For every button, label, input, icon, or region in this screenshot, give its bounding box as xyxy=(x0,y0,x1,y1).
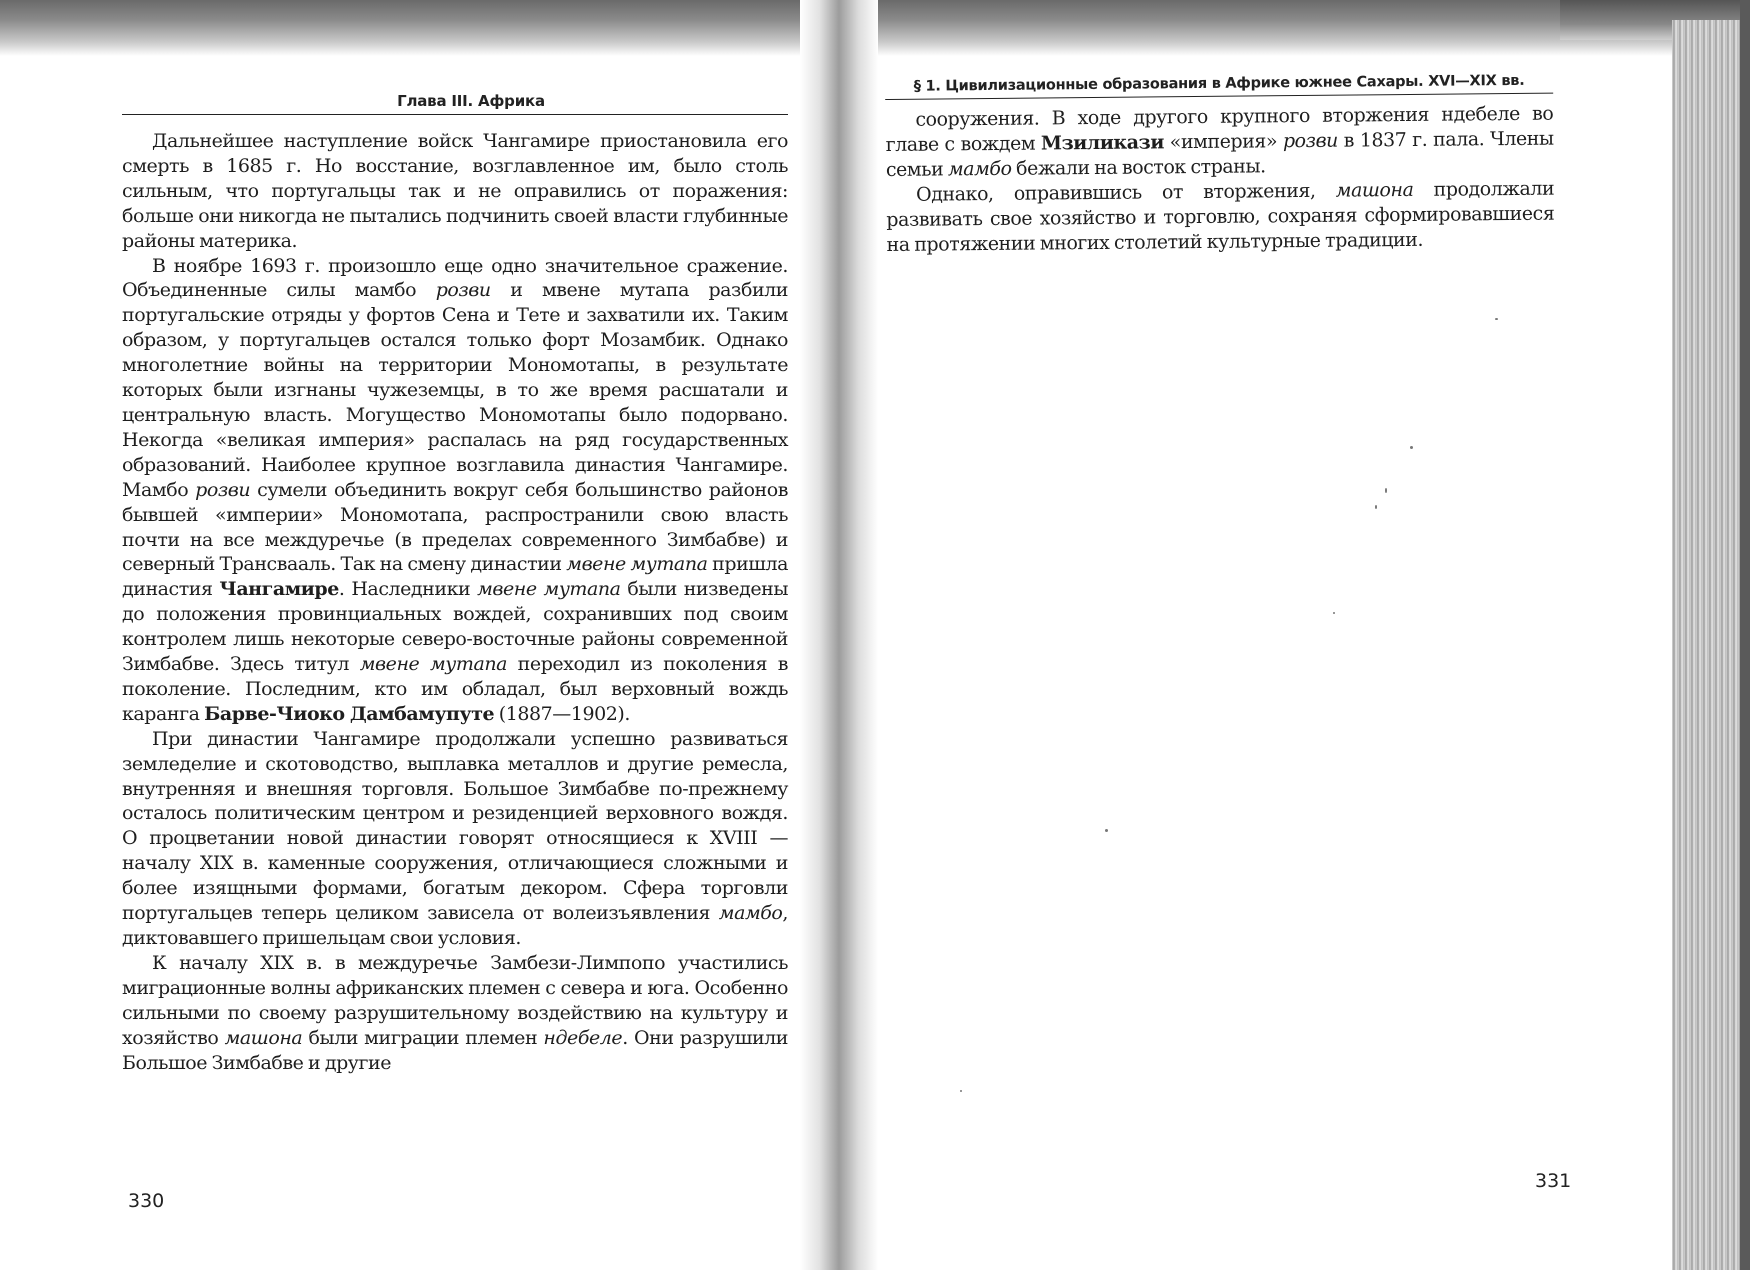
bold-term: Мзиликази xyxy=(1040,131,1165,155)
left-body-text xyxy=(122,129,788,1075)
text-run: . Наследники xyxy=(338,578,478,601)
italic-term: розви xyxy=(435,279,491,302)
paragraph xyxy=(122,254,788,727)
text-run: и мвене мутапа разбили португальские отряды у фортов Сена и Тете и захватили их. Таким образом, у португальцев остался только форт Мозамбик. Однако многолетние войны на территории Мономотапы, в результате которых были изгнаны чужеземцы, в то же время расшатали и центральную власть. Могущество Мономотапы было подорвано. Некогда «великая империя» распалась на ряд государственных образований. Наиболее крупное возглавила династия Чангамире. Мамбо xyxy=(122,279,789,501)
text-run: К началу XIX в. в междуречье Замбези-Лимпопо участились миграционные волны африканских племен с севера и юга. Особенно сильными по своему разрушительному воздействию на культуру и хозяйство xyxy=(122,951,788,1049)
scan-speck xyxy=(960,1090,962,1092)
scan-speck xyxy=(1385,488,1387,493)
italic-term: мвене мутапа xyxy=(359,653,507,676)
italic-term: мамбо xyxy=(718,902,783,925)
scan-edge xyxy=(1740,0,1750,1270)
paragraph xyxy=(122,129,788,254)
scan-speck xyxy=(1105,829,1108,832)
paragraph xyxy=(885,102,1554,183)
right-running-head: § 1. Цивилизационные образования в Африке южнее Сахары. XVI—XIX вв. xyxy=(885,72,1553,100)
text-run: были миграции племен xyxy=(302,1026,544,1049)
italic-term: мвене мутапа xyxy=(477,578,621,601)
text-run: «империя» xyxy=(1163,130,1284,154)
text-run: При династии Чангамире продолжали успешно развиваться земледелие и скотоводство, выплавка металлов и другие ремесла, внутренняя и внешняя торговля. Большое Зимбабве по-прежнему осталось политическим центром и резиденцией верховного вождя. О процветании новой династии говорят относящиеся к XVIII — началу XIX в. каменные сооружения, отличающиеся сложными и более изящными формами, богатым декором. Сфера торговли португальцев теперь целиком зависела от волеизъявления xyxy=(122,727,788,925)
left-running-head: Глава III. Африка xyxy=(122,92,788,115)
left-page xyxy=(122,92,788,1075)
page-number-right: 331 xyxy=(1535,1170,1572,1192)
text-run: в 1837 г. пала. Члены семьи xyxy=(885,127,1554,181)
scan-speck xyxy=(1410,446,1413,449)
book-gutter xyxy=(800,0,878,1270)
scan-speck xyxy=(1495,318,1498,320)
italic-term: машона xyxy=(1335,178,1414,202)
italic-term: ндебеле xyxy=(543,1026,623,1049)
italic-term: мвене мутапа xyxy=(566,553,708,576)
text-run: были низведены до положения провинциальных вождей, сохранивших под своим контролем лишь некоторые северо-восточные районы современной Зимбабве. Здесь титул xyxy=(122,578,789,676)
text-run: , диктовавшего пришельцам свои условия. xyxy=(122,902,788,949)
scan-speck xyxy=(1375,505,1377,509)
text-run: пришла династия xyxy=(122,553,788,601)
paragraph xyxy=(122,951,788,1076)
bold-term: Барве-Чиоко Дамбамупуте xyxy=(204,702,495,725)
italic-term: розви xyxy=(1282,129,1339,153)
paragraph xyxy=(886,177,1555,258)
right-page xyxy=(885,72,1555,258)
right-body-text xyxy=(885,102,1554,258)
text-run: сумели объединить вокруг себя большинство районов бывшей «империи» Мономотапа, распространили свою власть почти на все междуречье (в пределах современного Зимбабве) и северный Трансвааль. Так на смену династии xyxy=(122,478,789,576)
text-run: Однако, оправившись от вторжения, xyxy=(916,179,1336,206)
page-number-left: 330 xyxy=(128,1190,165,1212)
text-run: В ноябре 1693 г. произошло еще одно значительное сражение. Объединенные силы мамбо xyxy=(122,254,788,302)
text-run: сооружения. В ходе другого крупного вторжения ндебеле во главе с вождем xyxy=(885,102,1554,156)
text-run: Дальнейшее наступление войск Чангамире приостановила его смерть в 1685 г. Но восстание, возглавленное им, было столь сильным, что португальцы так и не оправились от поражения: больше они никогда не пытались подчинить своей власти глубинные районы материка. xyxy=(122,130,788,252)
bold-term: Чангамире xyxy=(219,578,339,601)
page-edges xyxy=(1672,20,1750,1270)
scan-speck xyxy=(1333,612,1335,614)
paragraph xyxy=(122,727,788,951)
text-run: продолжали развивать свое хозяйство и торговлю, сохраняя сформировавшиеся на протяжении многих столетий культурные традиции. xyxy=(886,177,1555,256)
italic-term: машона xyxy=(224,1026,303,1049)
italic-term: мамбо xyxy=(947,157,1012,181)
text-run: бежали на восток страны. xyxy=(1011,155,1266,180)
text-run: (1887—1902). xyxy=(494,702,630,725)
italic-term: розви xyxy=(195,478,251,501)
text-run: . Они разрушили Большое Зимбабве и другие xyxy=(122,1026,788,1074)
text-run: переходил из поколения в поколение. Последним, кто им обладал, был верховный вождь каранга xyxy=(122,653,789,725)
